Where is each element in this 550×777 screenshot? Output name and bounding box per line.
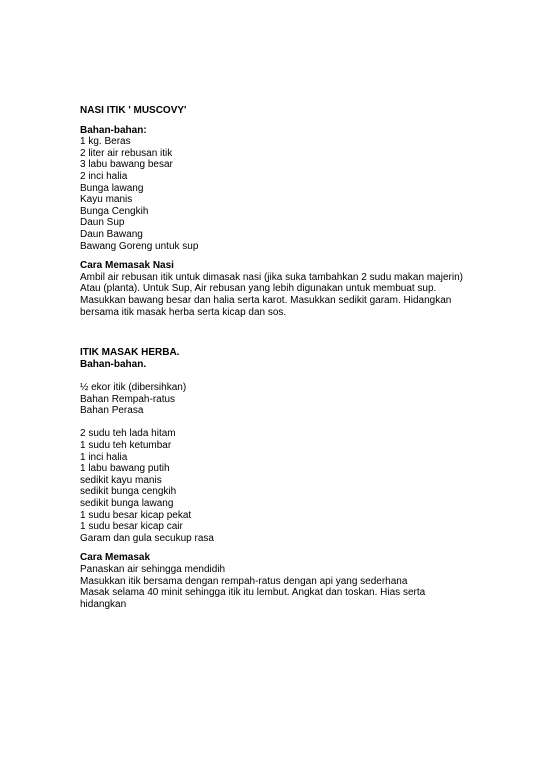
list-item: Bunga lawang <box>80 182 144 194</box>
recipe2-method-heading: Cara Memasak <box>80 552 151 564</box>
list-item: sedikit bunga cengkih <box>80 486 177 498</box>
list-item: 2 liter air rebusan itik <box>80 147 173 159</box>
method-line: Panaskan air sehingga mendidih <box>80 563 226 575</box>
list-item: Bahan Perasa <box>80 405 144 417</box>
recipe2-method-text <box>80 564 520 610</box>
method-line: Masukkan itik bersama dengan rempah-ratus dengan api yang sederhana <box>80 575 408 587</box>
list-item: Bawang Goreng untuk sup <box>80 240 199 252</box>
recipe1-method-text <box>80 272 520 318</box>
method-line: hidangkan <box>80 598 127 610</box>
list-item: Daun Sup <box>80 217 125 229</box>
list-item: sedikit kayu manis <box>80 474 162 486</box>
recipe1-method-heading: Cara Memasak Nasi <box>80 260 174 272</box>
list-item: 1 sudu besar kicap cair <box>80 521 183 533</box>
method-line: bersama itik masak herba serta kicap dan sos. <box>80 306 287 318</box>
list-item: Bahan Rempah-ratus <box>80 393 176 405</box>
list-item: 1 sudu besar kicap pekat <box>80 509 192 521</box>
list-item: 2 sudu teh lada hitam <box>80 428 176 440</box>
list-item: 3 labu bawang besar <box>80 159 173 171</box>
recipe2-ingredient-group-spices <box>80 428 520 544</box>
recipe1-ingredient-list <box>80 136 520 252</box>
method-line: Masak selama 40 minit sehingga itik itu lembut. Angkat dan toskan. Hias serta <box>80 587 426 599</box>
list-item: 2 inci halia <box>80 170 128 182</box>
document-page <box>80 105 520 610</box>
list-item: Bunga Cengkih <box>80 205 149 217</box>
recipe2-title: ITIK MASAK HERBA. <box>80 347 180 359</box>
recipe2-ingredient-group-main <box>80 382 520 417</box>
list-item: 1 sudu teh ketumbar <box>80 440 172 452</box>
list-item: Kayu manis <box>80 194 133 206</box>
method-line: Ambil air rebusan itik untuk dimasak nasi (jika suka tambahkan 2 sudu makan majerin) <box>80 271 463 283</box>
list-item: sedikit bunga lawang <box>80 498 174 509</box>
method-line: Masukkan bawang besar dan halia serta karot. Masukkan sedikit garam. Hidangkan <box>80 294 452 306</box>
list-item: 1 labu bawang putih <box>80 463 170 475</box>
list-item: 1 inci halia <box>80 451 128 463</box>
list-item: ½ ekor itik (dibersihkan) <box>80 382 187 394</box>
recipe2-ingredients-heading: Bahan-bahan. <box>80 358 147 370</box>
recipe1-ingredients-heading: Bahan-bahan: <box>80 124 147 136</box>
list-item: 1 kg. Beras <box>80 136 131 148</box>
recipe1-title: NASI ITIK ' MUSCOVY' <box>80 105 187 116</box>
list-item: Garam dan gula secukup rasa <box>80 532 214 544</box>
method-line: Atau (planta). Untuk Sup, Air rebusan yang lebih digunakan untuk membuat sup. <box>80 283 437 295</box>
list-item: Daun Bawang <box>80 228 143 240</box>
